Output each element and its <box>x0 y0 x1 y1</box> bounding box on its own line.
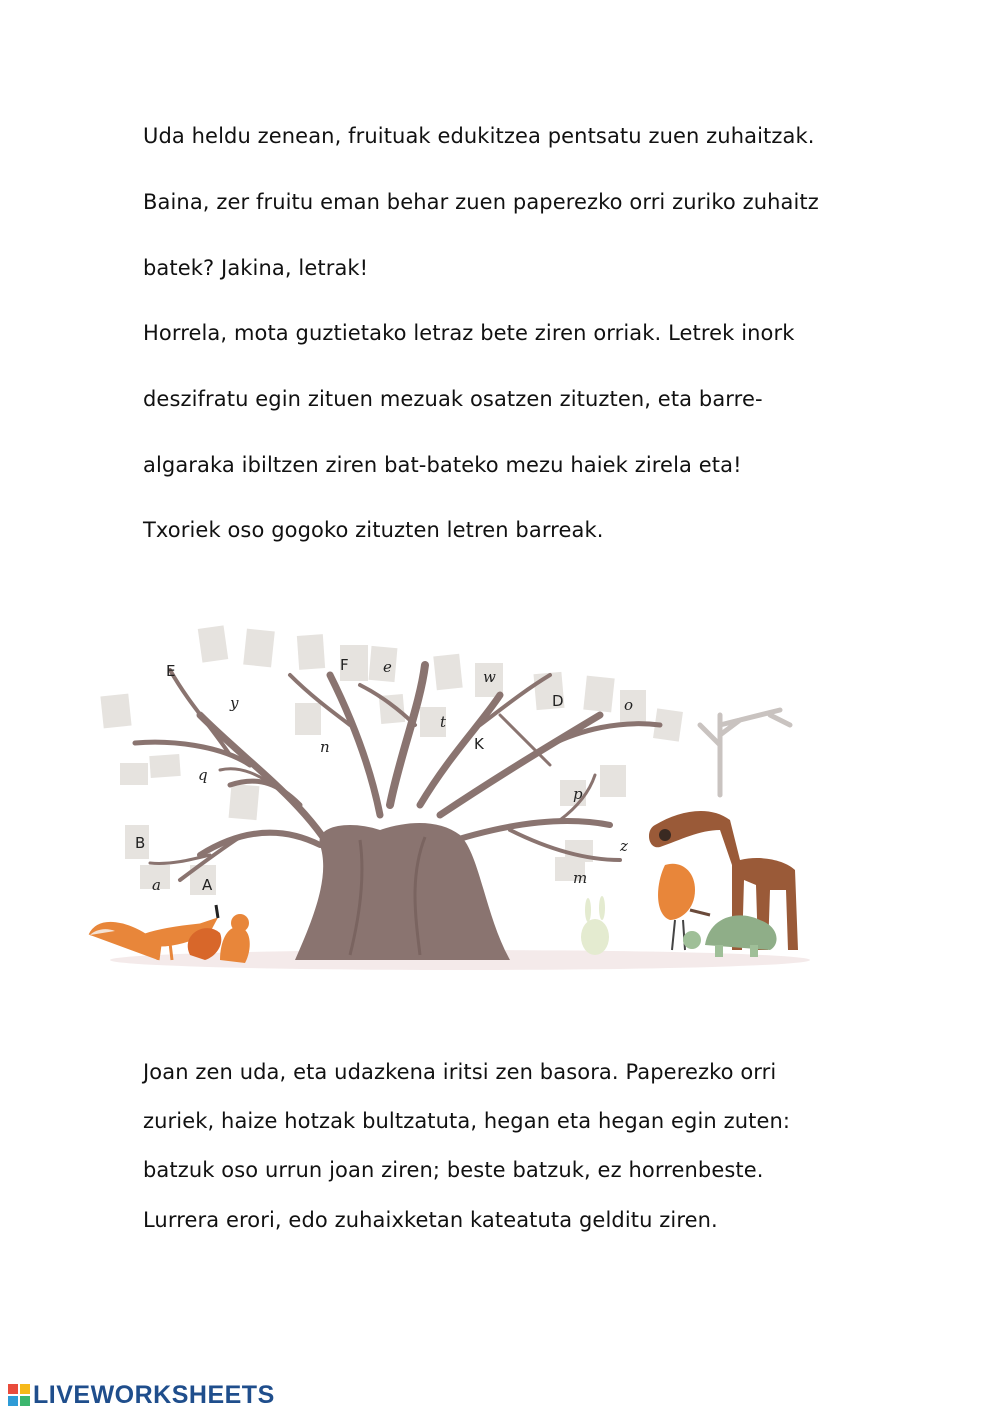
tree-trunk <box>295 823 510 960</box>
text-line: Joan zen uda, eta udazkena iritsi zen basora. Paperezko orri <box>143 1060 777 1084</box>
leaf-letter: E <box>166 662 176 680</box>
leaf-letter: m <box>573 869 588 887</box>
text-line: zuriek, haize hotzak bultzatuta, hegan eta hegan egin zuten: <box>143 1109 791 1133</box>
leaf-letter: q <box>198 766 208 784</box>
text-line: batzuk oso urrun joan ziren; beste batzuk, ez horrenbeste. <box>143 1158 764 1182</box>
leaf-letter: F <box>340 656 349 674</box>
text-line: Horrela, mota guztietako letraz bete ziren orriak. Letrek inork <box>143 321 795 345</box>
text-line: Uda heldu zenean, fruituak edukitzea pentsatu zuen zuhaitzak. <box>143 124 815 148</box>
text-line: batek? Jakina, letrak! <box>143 256 369 280</box>
text-line: Baina, zer fruitu eman behar zuen paperezko orri zuriko zuhaitz <box>143 190 819 214</box>
leaf-letter: o <box>624 696 634 714</box>
logo-badge-icon <box>8 1384 30 1406</box>
leaf-letter: A <box>202 876 213 894</box>
logo-text: LIVEWORKSHEETS <box>33 1380 275 1409</box>
leaf-letter: B <box>135 834 146 852</box>
leaf-letter: p <box>573 785 583 803</box>
leaf-letter: a <box>152 876 161 894</box>
leaf-letter: y <box>230 694 239 712</box>
text-line: deszifratu egin zituen mezuak osatzen zituzten, eta barre- <box>143 387 763 411</box>
text-line: Txoriek oso gogoko zituzten letren barreak. <box>143 518 604 542</box>
rabbit <box>581 896 609 955</box>
liveworksheets-logo[interactable] <box>8 1380 275 1410</box>
leaf-letter: n <box>320 738 330 756</box>
text-line: algaraka ibiltzen ziren bat-bateko mezu haiek zirela eta! <box>143 453 742 477</box>
tree-illustration <box>80 615 820 995</box>
leaf-letter: e <box>383 658 392 676</box>
leaf-letter: t <box>440 713 447 731</box>
text-line: Lurrera erori, edo zuhaixketan kateatuta gelditu ziren. <box>143 1208 718 1232</box>
leaf-letter: z <box>620 837 628 855</box>
turtle <box>683 915 777 957</box>
leaf-letter: D <box>552 692 564 710</box>
leaf-letter: K <box>474 735 484 753</box>
leaf-letter: w <box>483 668 496 686</box>
